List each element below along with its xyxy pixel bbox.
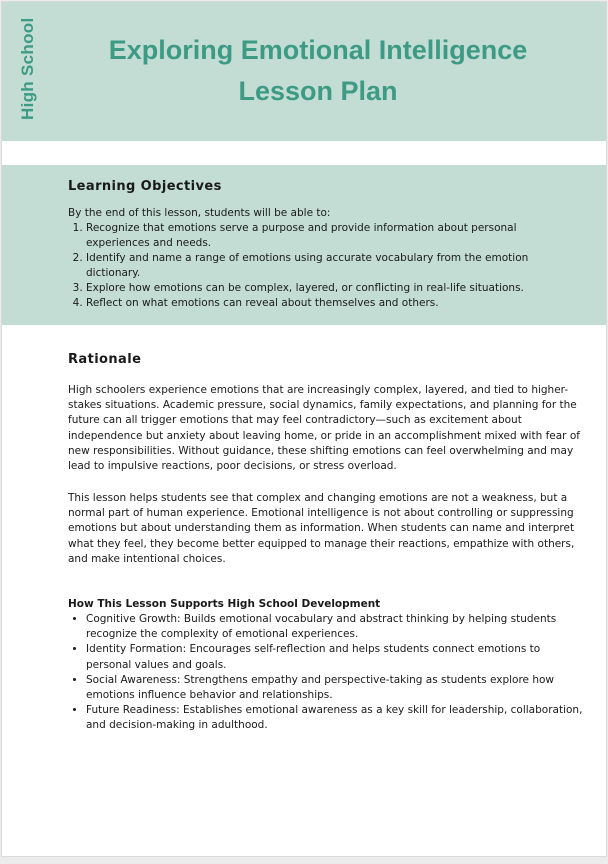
support-item: • Identity Formation: Encourages self-reflection and helps students connect emotions to personal values and goals. [86, 642, 586, 672]
objective-item: 4. Reflect on what emotions can reveal about themselves and others. [86, 296, 566, 311]
learning-objectives-heading: Learning Objectives [68, 179, 222, 194]
support-item: • Future Readiness: Establishes emotional awareness as a key skill for leadership, collaboration, and decision-making in adulthood. [86, 703, 586, 733]
objectives-intro: By the end of this lesson, students will be able to: [68, 207, 331, 219]
support-item: • Social Awareness: Strengthens empathy and perspective-taking as students explore how emotions influence behavior and relationships. [86, 673, 586, 703]
document-page [1, 1, 607, 857]
learning-objectives-panel [2, 165, 606, 325]
objective-item: 2. Identify and name a range of emotions using accurate vocabulary from the emotion dictionary. [86, 251, 566, 281]
objectives-list [68, 221, 566, 311]
support-list [68, 612, 586, 734]
objective-item: 3. Explore how emotions can be complex, layered, or conflicting in real-life situations. [86, 281, 566, 296]
title-line-2: Lesson Plan [238, 76, 398, 106]
rationale-paragraph-1: High schoolers experience emotions that are increasingly complex, layered, and tied to higher-stakes situations. Academic pressure, social dynamics, family expectations, and planning for the future can all trigger emotions that may feel contradictory—such as excitement about independence but anxiety about leaving home, or pride in an accomplishment mixed with fear of new responsibilities. Without guidance, these shifting emotions can feel overwhelming and may lead to impulsive reactions, poor decisions, or stress overload. [68, 384, 580, 473]
rationale-paragraph-2: This lesson helps students see that complex and changing emotions are not a weakness, but a normal part of human experience. Emotional intelligence is not about controlling or suppressing emotions but about understanding them as information. When students can name and interpret what they feel, they become better equipped to manage their reactions, empathize with others, and make intentional choices. [68, 492, 575, 565]
page-title [62, 30, 574, 112]
title-line-1: Exploring Emotional Intelligence [108, 35, 528, 65]
objective-item: 1. Recognize that emotions serve a purpose and provide information about personal experiences and needs. [86, 221, 566, 251]
grade-level-label: High School [18, 17, 37, 120]
support-heading: How This Lesson Supports High School Development [68, 598, 381, 610]
header-banner [2, 2, 606, 141]
support-item: • Cognitive Growth: Builds emotional vocabulary and abstract thinking by helping students recognize the complexity of emotional experiences. [86, 612, 586, 642]
rationale-heading: Rationale [68, 352, 142, 367]
